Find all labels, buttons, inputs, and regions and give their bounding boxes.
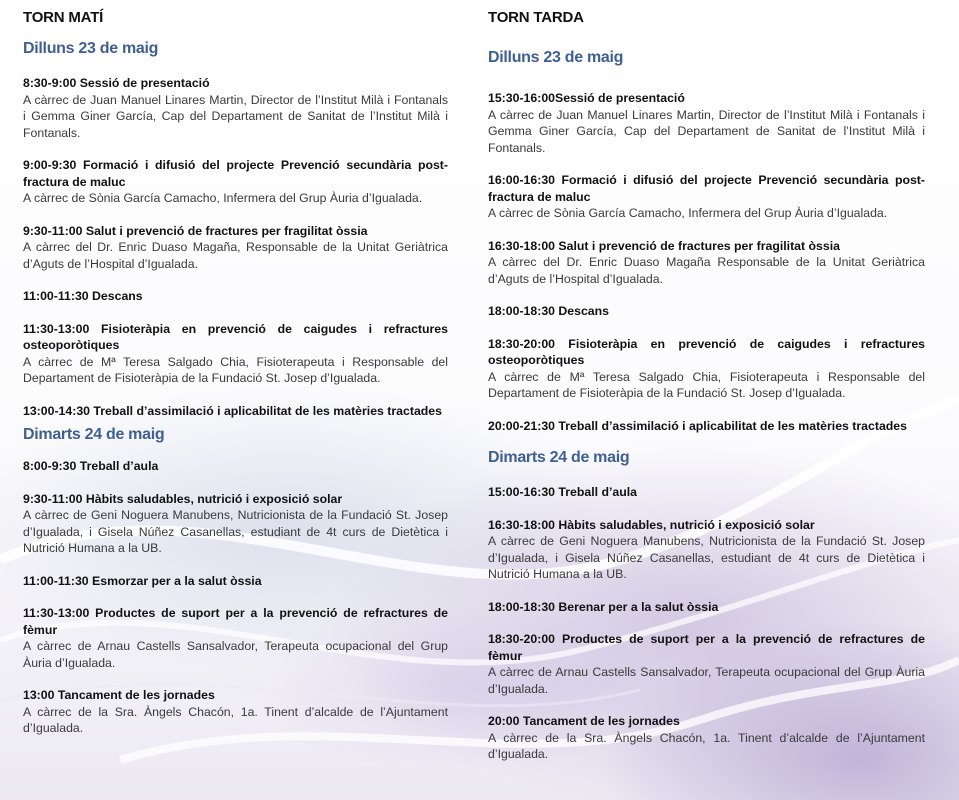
session-description: A càrrec de la Sra. Àngels Chacón, 1a. Tinent d’alcalde de l’Ajuntament d’Igualada. <box>23 704 448 735</box>
session-item <box>488 90 925 156</box>
session-item <box>488 172 925 222</box>
session-description: A càrrec de Mª Teresa Salgado Chia, Fisioterapeuta i Responsable del Departament de Fisioteràpia de la Fundació St. Josep d’Igualada. <box>23 354 448 385</box>
session-item <box>23 491 448 557</box>
session-description: A càrrec de Mª Teresa Salgado Chia, Fisioterapeuta i Responsable del Departament de Fisioteràpia de la Fundació St. Josep d’Igualada. <box>488 369 925 400</box>
session-item <box>488 713 925 763</box>
session-item <box>23 157 448 207</box>
day-heading: Dilluns 23 de maig <box>488 49 624 66</box>
session-item <box>23 321 448 387</box>
session-title: 13:00-14:30 Treball d’assimilació i aplicabilitat de les matèries tractades <box>23 403 442 418</box>
session-title: 16:00-16:30 Formació i difusió del projecte Prevenció secundària post-fractura de maluc <box>488 173 925 204</box>
session-item <box>488 631 925 697</box>
session-title: 15:30-16:00Sessió de presentació <box>488 91 685 105</box>
session-title: 18:00-18:30 Berenar per a la salut òssia <box>488 599 719 614</box>
session-title: 8:30-9:00 Sessió de presentació <box>23 76 210 90</box>
session-title: 18:00-18:30 Descans <box>488 304 609 318</box>
shift-title: TORN TARDA <box>488 9 584 26</box>
session-item <box>23 223 448 273</box>
session-description: A càrrec de Arnau Castells Sansalvador, Terapeuta ocupacional del Grup Àuria d’Igualada. <box>488 665 925 696</box>
session-item <box>23 605 448 671</box>
session-item <box>488 517 925 583</box>
column-morning-shift <box>23 0 448 737</box>
session-description: A càrrec de Sònia García Camacho, Infermera del Grup Àuria d’Igualada. <box>488 206 888 220</box>
session-title: 9:30-11:00 Hàbits saludables, nutrició i exposició solar <box>23 491 343 506</box>
session-item <box>23 288 448 305</box>
session-title: 11:00-11:30 Descans <box>23 289 143 303</box>
session-title: 18:30-20:00 Productes de suport per a la prevenció de refractures de fèmur <box>488 632 925 663</box>
session-item <box>488 336 925 402</box>
session-title: 9:00-9:30 Formació i difusió del projecte Prevenció secundària post-fractura de maluc <box>23 158 448 189</box>
session-title: 13:00 Tancament de les jornades <box>23 688 215 702</box>
session-title: 8:00-9:30 Treball d’aula <box>23 459 159 473</box>
session-item <box>23 687 448 737</box>
session-description: A càrrec del Dr. Enric Duaso Magaña, Responsable de la Unitat Geriàtrica d’Aguts de l’Hospital d’Igualada. <box>23 240 448 271</box>
day-heading: Dimarts 24 de maig <box>23 426 165 443</box>
session-item <box>488 303 925 320</box>
session-item <box>23 403 448 420</box>
session-item <box>488 238 925 288</box>
session-title: 15:00-16:30 Treball d’aula <box>488 485 638 499</box>
session-item <box>488 484 925 501</box>
day-heading: Dimarts 24 de maig <box>488 449 630 466</box>
session-title: 16:30-18:00 Salut i prevenció de fractures per fragilitat òssia <box>488 238 840 253</box>
column-afternoon-shift <box>488 0 925 763</box>
session-description: A càrrec de Arnau Castells Sansalvador, Terapeuta ocupacional del Grup Àuria d’Igualada. <box>23 639 448 670</box>
session-title: 11:00-11:30 Esmorzar per a la salut òssia <box>23 573 262 588</box>
session-title: 9:30-11:00 Salut i prevenció de fractures per fragilitat òssia <box>23 223 368 238</box>
shift-title: TORN MATÍ <box>23 9 104 26</box>
session-description: A càrrec de Juan Manuel Linares Martin, Director de l’Institut Milà i Fontanals i Gemma Giner García, Cap del Departament de Sanitat de l’Institut Milà i Fontanals. <box>23 92 448 140</box>
session-item <box>23 75 448 141</box>
session-description: A càrrec de Geni Noguera Manubens, Nutricionista de la Fundació St. Josep d’Igualada, i Gisela Núñez Casanellas, estudiant de 4t curs de Dietètica i Nutrició Humana a la UB. <box>488 534 925 581</box>
session-title: 18:30-20:00 Fisioteràpia en prevenció de caigudes i refractures osteoporòtiques <box>488 336 925 367</box>
session-title: 16:30-18:00 Hàbits saludables, nutrició i exposició solar <box>488 517 815 532</box>
session-item <box>23 458 448 475</box>
session-item <box>488 599 925 616</box>
session-title: 20:00-21:30 Treball d’assimilació i aplicabilitat de les matèries tractades <box>488 418 907 433</box>
session-description: A càrrec de Sònia García Camacho, Infermera del Grup Àuria d’Igualada. <box>23 191 423 205</box>
session-item <box>23 573 448 590</box>
session-description: A càrrec de la Sra. Àngels Chacón, 1a. Tinent d’alcalde de l’Ajuntament d’Igualada. <box>488 730 925 761</box>
session-description: A càrrec de Geni Noguera Manubens, Nutricionista de la Fundació St. Josep d’Igualada, i Gisela Núñez Casanellas, estudiant de 4t curs de Dietètica i Nutrició Humana a la UB. <box>23 508 448 555</box>
day-heading: Dilluns 23 de maig <box>23 40 159 57</box>
session-description: A càrrec del Dr. Enric Duaso Magaña Responsable de la Unitat Geriàtrica d’Aguts de l’Hospital d’Igualada. <box>488 255 925 286</box>
session-title: 20:00 Tancament de les jornades <box>488 714 680 728</box>
session-title: 11:30-13:00 Fisioteràpia en prevenció de caigudes i refractures osteoporòtiques <box>23 321 448 352</box>
session-description: A càrrec de Juan Manuel Linares Martin, Director de l’Institut Milà i Fontanals i Gemma Giner García, Cap del Departament de Sanitat de l’Institut Milà i Fontanals. <box>488 107 925 155</box>
session-item <box>488 418 925 435</box>
session-title: 11:30-13:00 Productes de suport per a la prevenció de refractures de fèmur <box>23 606 448 637</box>
